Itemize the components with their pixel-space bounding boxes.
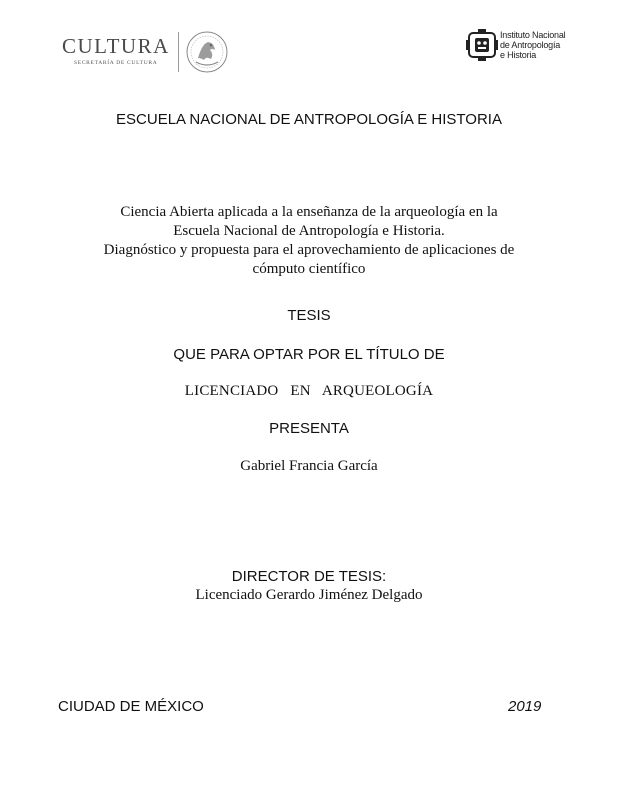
- thesis-title-line: cómputo científico: [252, 261, 366, 277]
- inah-logo: [466, 28, 586, 68]
- author-name: Gabriel Francia García: [240, 458, 378, 474]
- inah-logo-line: de Antropología: [500, 40, 561, 50]
- inah-logo-line: e Historia: [500, 50, 537, 60]
- school-name: ESCUELA NACIONAL DE ANTROPOLOGÍA E HISTORIA: [116, 111, 502, 128]
- inah-emblem-icon: [466, 28, 498, 62]
- logo-divider: [178, 32, 179, 72]
- cultura-logo: [58, 30, 238, 74]
- mexico-coat-of-arms-icon: [184, 30, 230, 74]
- degree-title: LICENCIADO EN ARQUEOLOGÍA: [184, 383, 434, 399]
- cultura-logo-word: CULTURA: [62, 34, 170, 58]
- year: 2019: [508, 698, 542, 715]
- thesis-title-line: Diagnóstico y propuesta para el aprovechamiento de aplicaciones de: [103, 242, 515, 258]
- thesis-title-line: Ciencia Abierta aplicada a la enseñanza de la arqueología en la: [120, 204, 498, 220]
- thesis-title: [0, 203, 618, 279]
- inah-logo-text: [500, 30, 565, 60]
- inah-logo-line: Instituto Nacional: [500, 30, 566, 40]
- cultura-logo-subtitle: SECRETARÍA DE CULTURA: [74, 60, 158, 66]
- director-name: Licenciado Gerardo Jiménez Delgado: [195, 587, 423, 603]
- thesis-title-line: Escuela Nacional de Antropología e Historia.: [173, 223, 445, 239]
- city-name: CIUDAD DE MÉXICO: [58, 698, 204, 715]
- document-type: TESIS: [287, 307, 331, 324]
- director-label: DIRECTOR DE TESIS:: [231, 568, 387, 585]
- presenta-label: PRESENTA: [269, 420, 349, 437]
- purpose-statement: QUE PARA OPTAR POR EL TÍTULO DE: [173, 346, 445, 363]
